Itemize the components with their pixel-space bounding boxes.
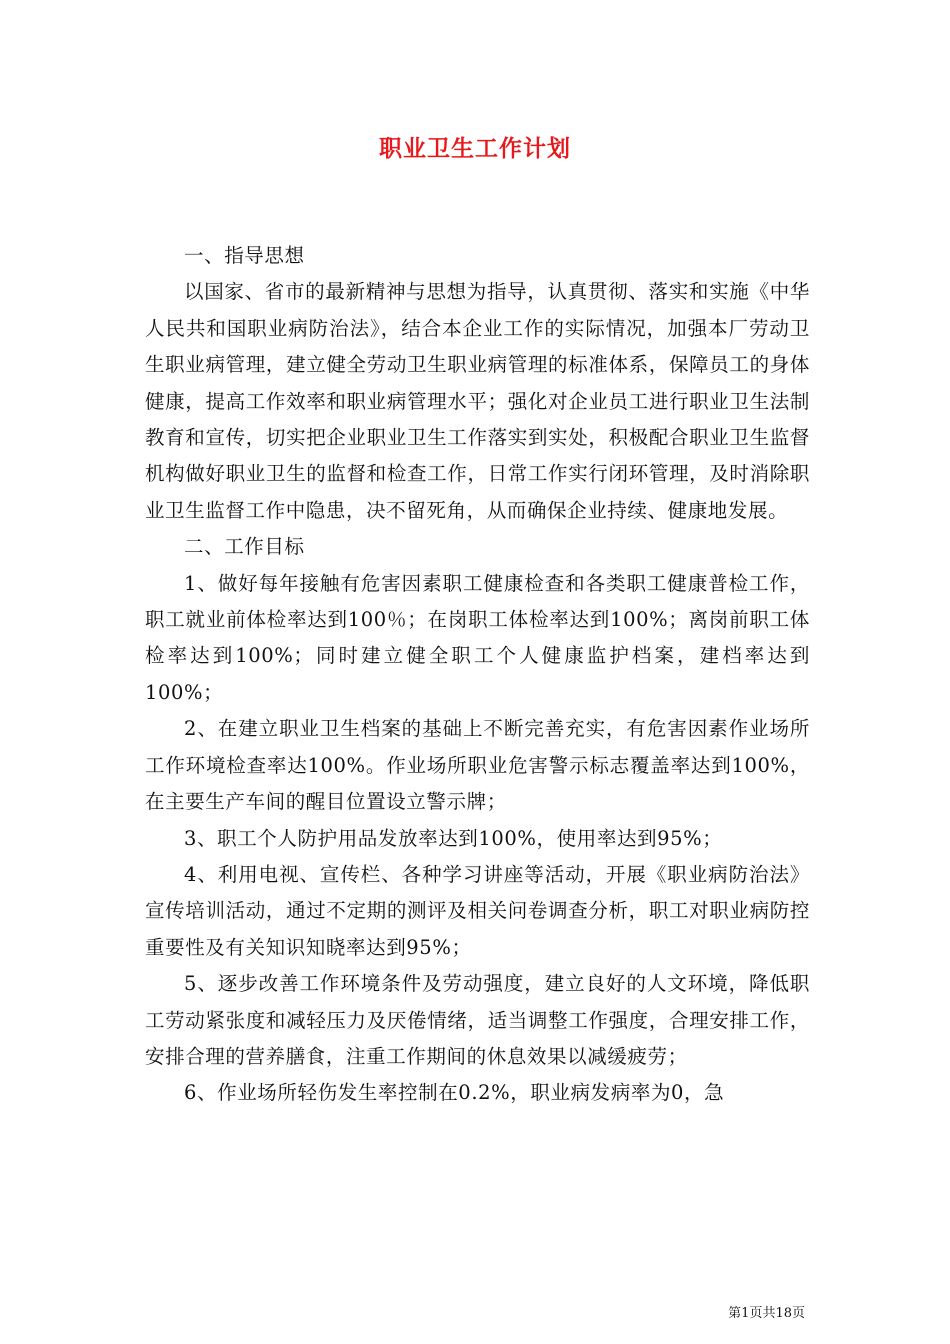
goal-item-1: 1、做好每年接触有危害因素职工健康检查和各类职工健康普检工作，职工就业前体检率达到100％；在岗职工体检率达到100%；离岗前职工体检率达到100%；同时建立健全职工个人健康监护档案，建档率达到100%；	[145, 571, 810, 704]
section-heading-guiding-ideology: 一、指导思想	[184, 244, 305, 267]
goal-item-5: 5、逐步改善工作环境条件及劳动强度，建立良好的人文环境，降低职工劳动紧张度和减轻压力及厌倦情绪，适当调整工作强度，合理安排工作，安排合理的营养膳食，注重工作期间的休息效果以减缓疲劳；	[145, 972, 810, 1068]
page-number-footer: 第1页共18页	[728, 1306, 805, 1321]
goal-item-6: 6、作业场所轻伤发生率控制在0.2%，职业病发病率为0，急	[184, 1081, 725, 1105]
paragraph-guiding-ideology: 以国家、省市的最新精神与思想为指导，认真贯彻、落实和实施《中华人民共和国职业病防治法》，结合本企业工作的实际情况，加强本厂劳动卫生职业病管理，建立健全劳动卫生职业病管理的标准体系，保障员工的身体健康，提高工作效率和职业病管理水平；强化对企业员工进行职业卫生法制教育和宣传，切实把企业职业卫生工作落实到实处，积极配合职业卫生监督机构做好职业卫生的监督和检查工作，日常工作实行闭环管理，及时消除职业卫生监督工作中隐患，决不留死角，从而确保企业持续、健康地发展。	[145, 280, 810, 522]
document-title: 职业卫生工作计划	[379, 135, 571, 162]
goal-item-2: 2、在建立职业卫生档案的基础上不断完善充实，有危害因素作业场所工作环境检查率达100%。作业场所职业危害警示标志覆盖率达到100%，在主要生产车间的醒目位置设立警示牌；	[145, 717, 810, 814]
section-heading-work-goals: 二、工作目标	[184, 535, 305, 559]
goal-item-4: 4、利用电视、宣传栏、各种学习讲座等活动，开展《职业病防治法》宣传培训活动，通过不定期的测评及相关问卷调查分析，职工对职业病防控重要性及有关知识知晓率达到95%；	[145, 862, 810, 959]
goal-item-3: 3、职工个人防护用品发放率达到100%，使用率达到95%；	[184, 826, 723, 850]
document-body	[145, 238, 810, 1112]
